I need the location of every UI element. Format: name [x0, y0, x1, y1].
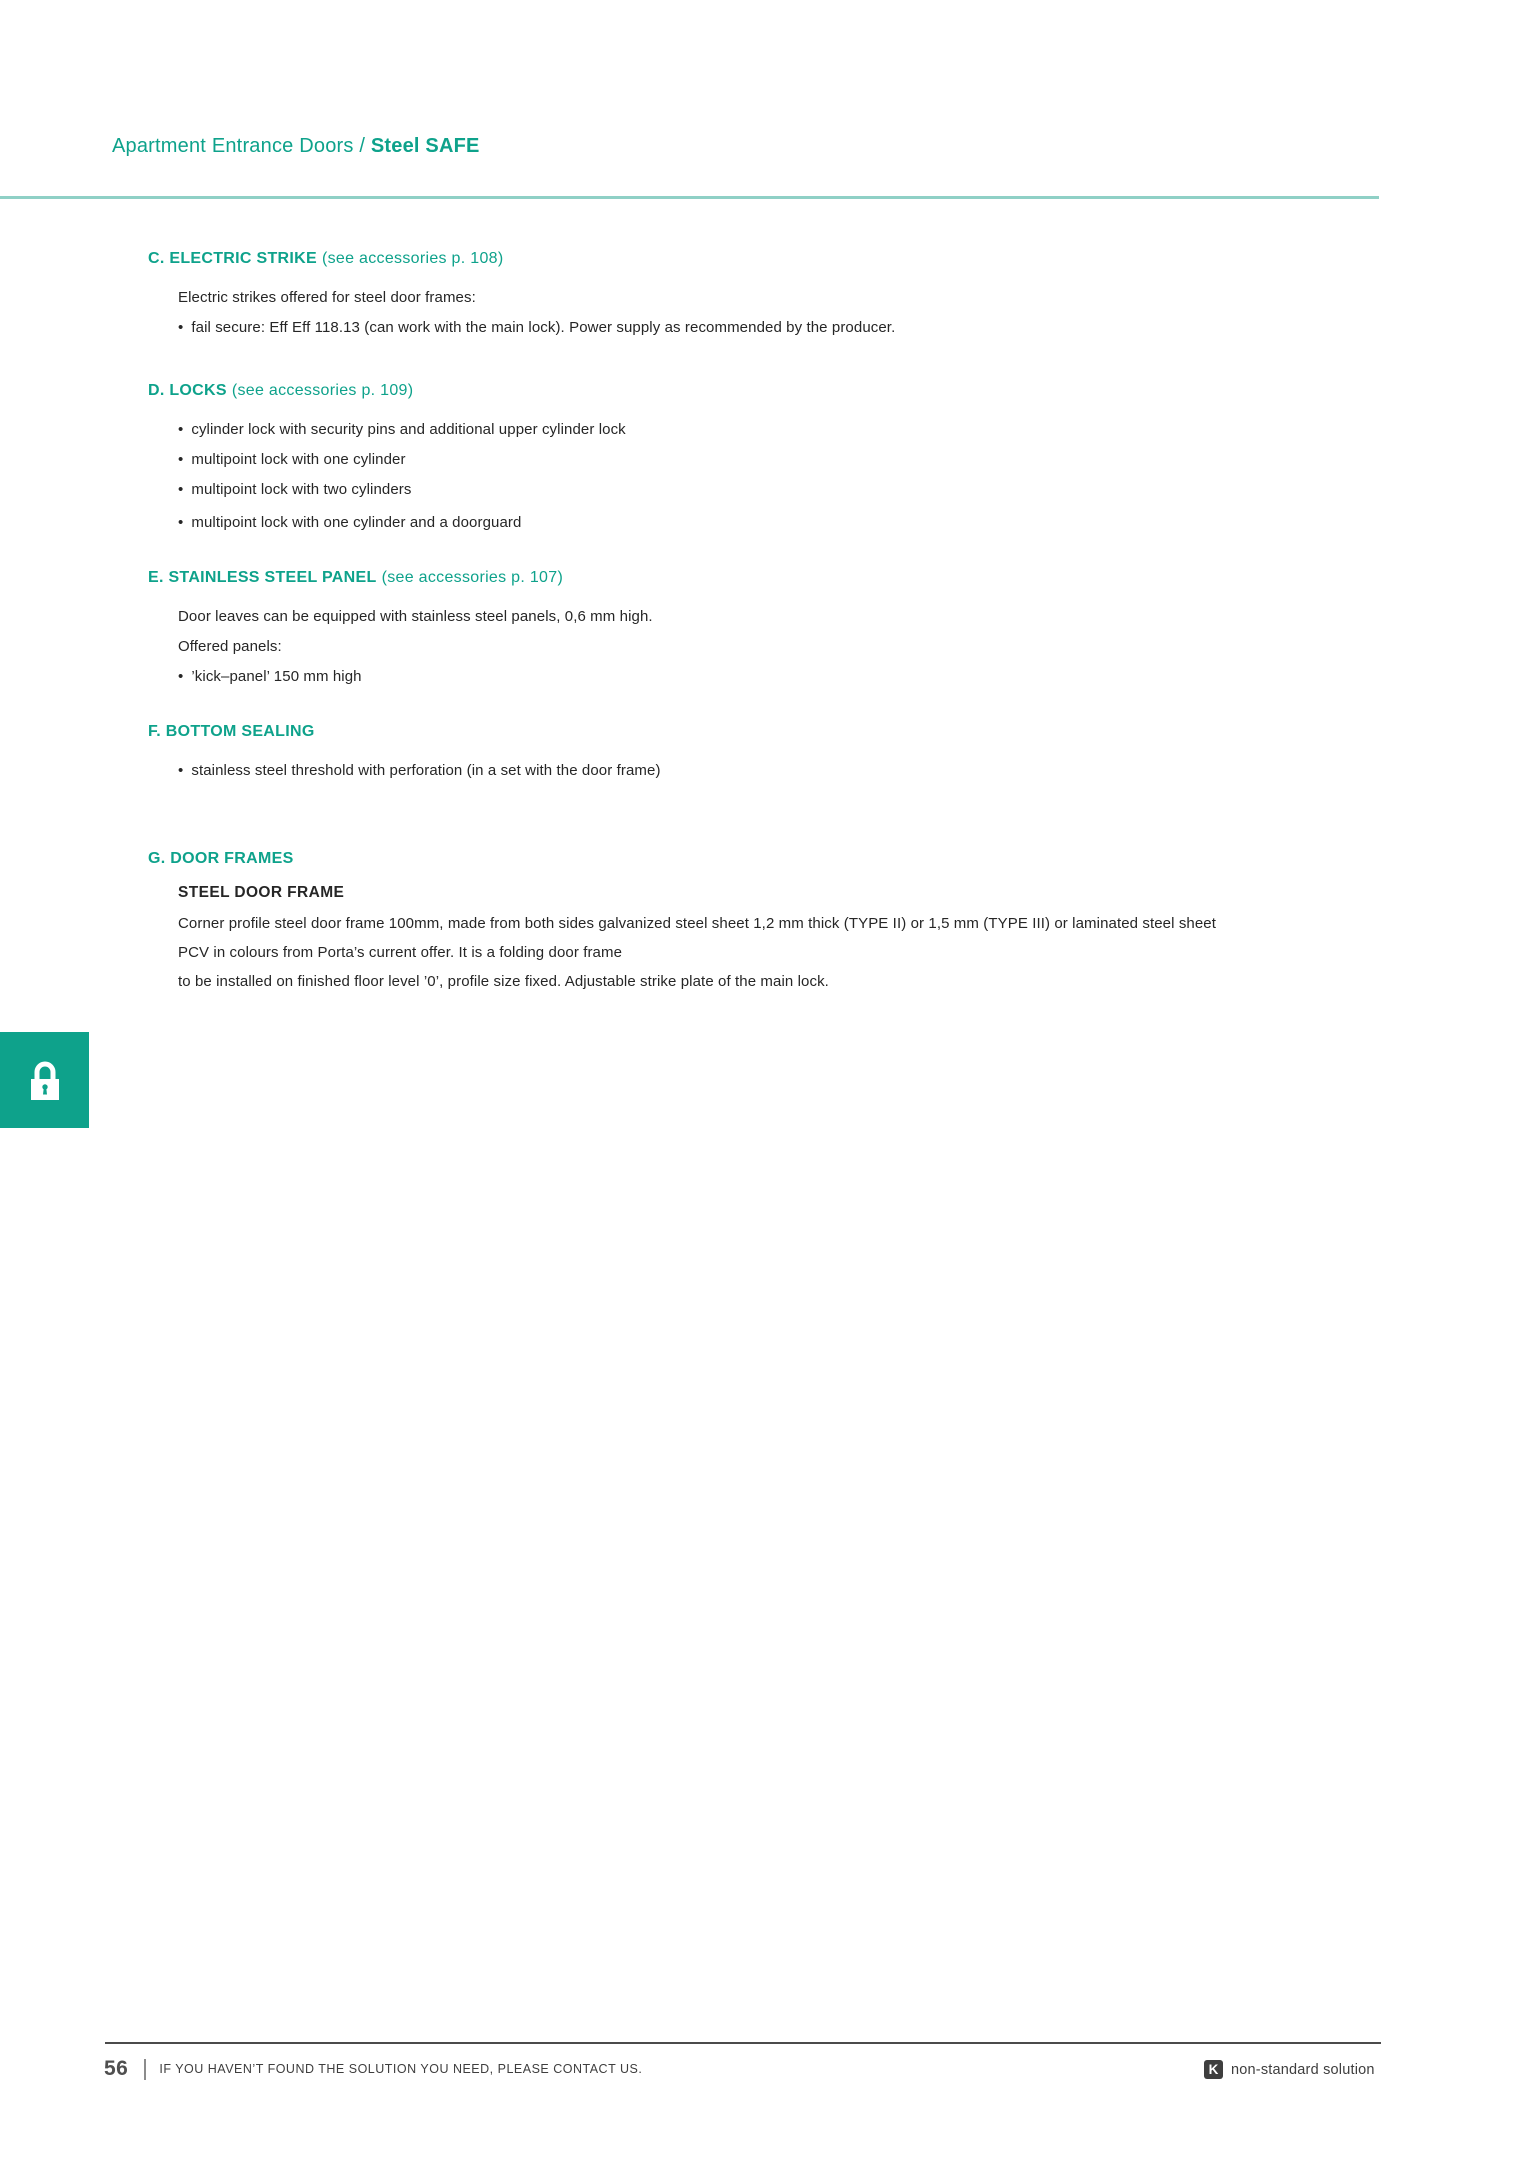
section-body — [148, 283, 1398, 343]
bullet-item: • fail secure: Eff Eff 118.13 (can work with the main lock). Power supply as recommended by the producer. — [178, 313, 1398, 343]
section-locks — [148, 382, 1398, 538]
section-subtitle: (see accessories p. 109) — [231, 382, 414, 399]
bullet-item: • ’kick–panel’ 150 mm high — [178, 662, 1398, 692]
footer — [104, 2057, 642, 2081]
section-heading — [148, 569, 1398, 587]
bullet-item: • multipoint lock with one cylinder — [178, 445, 1398, 475]
section-stainless-steel-panel — [148, 569, 1398, 692]
section-title: F. BOTTOM SEALING — [148, 723, 315, 740]
non-standard-solution-label: non-standard solution — [1231, 2061, 1375, 2078]
page-number: 56 — [104, 2057, 129, 2080]
breadcrumb — [112, 134, 480, 158]
section-paragraph — [148, 909, 1398, 996]
breadcrumb-product: Steel SAFE — [370, 135, 480, 157]
section-heading — [148, 850, 1398, 868]
section-title: C. ELECTRIC STRIKE — [148, 250, 317, 267]
section-heading — [148, 382, 1398, 400]
footer-note: IF YOU HAVEN’T FOUND THE SOLUTION YOU NEED, PLEASE CONTACT US. — [144, 2059, 642, 2080]
section-heading — [148, 723, 1398, 741]
section-intro: Offered panels: — [178, 638, 282, 655]
section-body — [148, 602, 1398, 692]
bullet-item: • stainless steel threshold with perforation (in a set with the door frame) — [178, 756, 1398, 786]
k-badge-icon: K — [1204, 2060, 1223, 2079]
section-title: D. LOCKS — [148, 382, 227, 399]
section-intro: Electric strikes offered for steel door frames: — [178, 289, 476, 306]
section-intro: Door leaves can be equipped with stainless steel panels, 0,6 mm high. — [178, 608, 653, 625]
section-bottom-sealing — [148, 723, 1398, 786]
paragraph-line: Corner profile steel door frame 100mm, made from both sides galvanized steel sheet 1,2 mm thick (TYPE II) or 1,5 mm (TYPE III) or laminated steel sheet — [178, 915, 1217, 932]
bullet-item: • multipoint lock with two cylinders — [178, 475, 1398, 505]
section-door-frames — [148, 850, 1398, 996]
non-standard-solution-badge — [1204, 2060, 1375, 2079]
paragraph-line: to be installed on finished floor level ’0’, profile size fixed. Adjustable strike plate of the main lock. — [178, 973, 829, 990]
section-title: E. STAINLESS STEEL PANEL — [148, 569, 377, 586]
paragraph-line: PCV in colours from Porta’s current offer. It is a folding door frame — [178, 944, 623, 961]
lock-icon — [30, 1059, 60, 1101]
footer-rule — [105, 2042, 1381, 2044]
header-rule — [0, 196, 1379, 199]
section-subtitle: (see accessories p. 108) — [321, 250, 504, 267]
section-subheading: STEEL DOOR FRAME — [178, 884, 345, 901]
section-electric-strike — [148, 250, 1398, 343]
breadcrumb-category: Apartment Entrance Doors — [112, 135, 354, 157]
bullet-item: • cylinder lock with security pins and additional upper cylinder lock — [178, 415, 1398, 445]
security-category-tab — [0, 1032, 89, 1128]
bullet-item: • multipoint lock with one cylinder and a doorguard — [178, 508, 1398, 538]
breadcrumb-separator: / — [353, 135, 371, 157]
section-body — [148, 756, 1398, 786]
section-body — [148, 415, 1398, 538]
section-heading — [148, 250, 1398, 268]
section-subtitle: (see accessories p. 107) — [381, 569, 564, 586]
section-title: G. DOOR FRAMES — [148, 850, 294, 867]
